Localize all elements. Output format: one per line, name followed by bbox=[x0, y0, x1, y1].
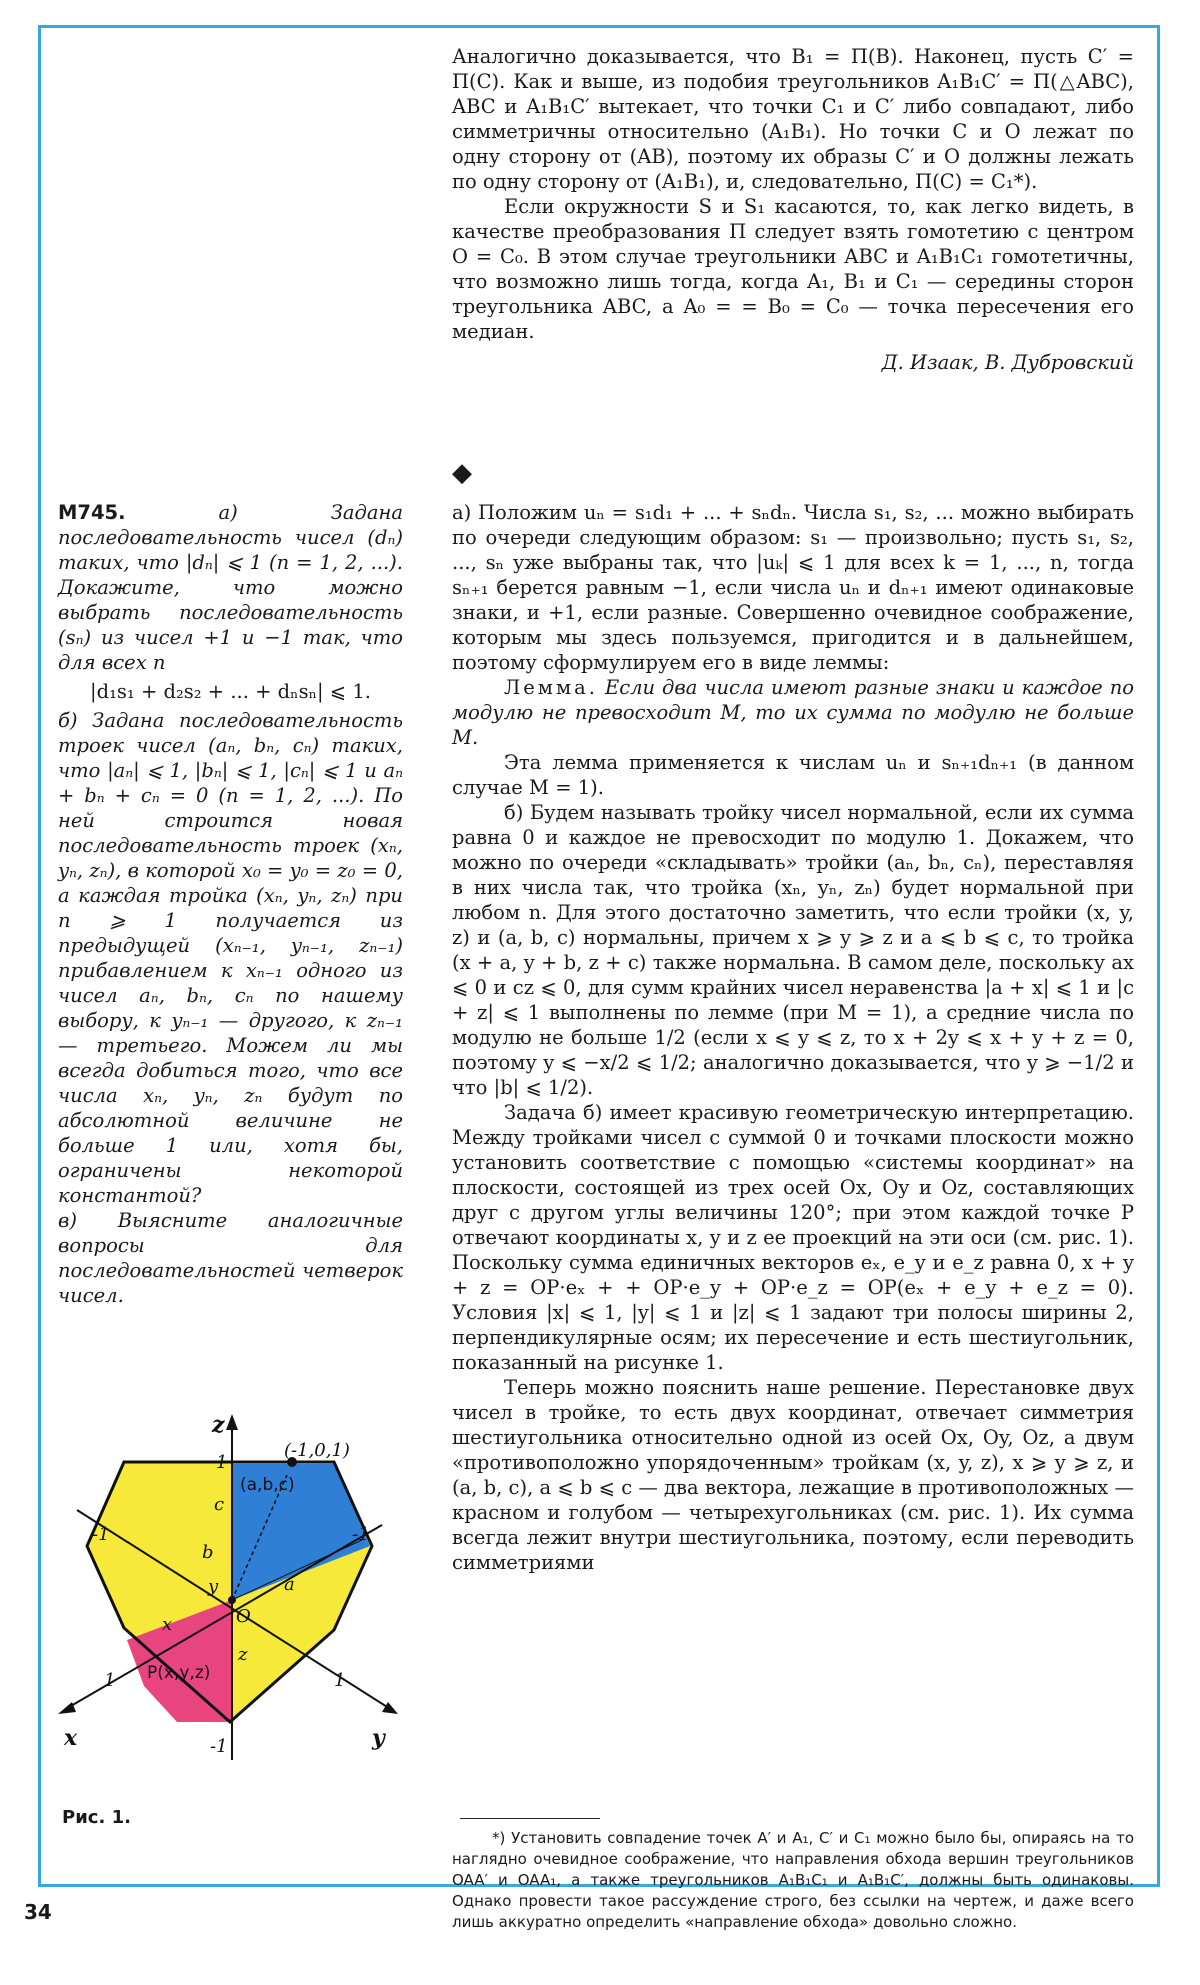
paragraph: б) Будем называть тройку чисел нормальной, если их сумма равна 0 и каждое не превосходит по модулю 1. Докажем, что можно по очереди «складывать» тройки (aₙ, bₙ, cₙ), переставляя в них числа так, что тройка (xₙ, yₙ, zₙ) будет нормальной при любом n. Для этого достаточно заметить, что если тройки (x, y, z) и (a, b, c) нормальны, причем x ⩾ y ⩾ z и a ⩽ b ⩽ c, то тройка (x + a, y + b, z + c) также нормальна. В самом деле, поскольку ax ⩽ 0 и cz ⩽ 0, для сумм крайних чисел неравенства |a + x| ⩽ 1 и |c + z| ⩽ 1 выполнены по лемме (при M = 1), а средние числа по модулю не больше 1/2 (если x ⩽ y ⩽ z, то x + 2y ⩽ x + y + z = 0, поэтому y ⩽ −x/2 ⩽ 1/2; аналогично доказывается, что y ⩾ −1/2 и что |b| ⩽ 1/2). bbox=[452, 801, 1134, 1099]
lemma-text: Если два числа имеют разные знаки и каждое по модулю не превосходит M, то их сумма по модулю не больше M. bbox=[452, 676, 1134, 749]
y-arrow bbox=[382, 1702, 398, 1714]
lemma bbox=[452, 675, 1134, 750]
problem-formula: |d₁s₁ + d₂s₂ + ... + dₙsₙ| ⩽ 1. bbox=[90, 680, 371, 703]
problem-part-b: б) Задана последовательность троек чисел (aₙ, bₙ, cₙ) таких, что |aₙ| ⩽ 1, |bₙ| ⩽ 1, |cₙ| ⩽ 1 и aₙ + bₙ + cₙ = 0 (n = 1, 2, ...). По ней строится новая последовательность троек (xₙ, yₙ, zₙ), в которой x₀ = y₀ = z₀ = 0, а каждая тройка (xₙ, yₙ, zₙ) при n ⩾ 1 получается из предыдущей (xₙ₋₁, yₙ₋₁, zₙ₋₁) прибавлением к xₙ₋₁ одного из чисел aₙ, bₙ, cₙ по нашему выбору, к yₙ₋₁ — другого, к zₙ₋₁ — третьего. Можем ли мы всегда добиться того, что все числа xₙ, yₙ, zₙ будут по абсолютной величине не больше 1 или, хотя бы, ограничены некоторой константой? bbox=[58, 709, 403, 1207]
paragraph: Если окружности S и S₁ касаются, то, как легко видеть, в качестве преобразования Π следует взять гомотетию с центром O = C₀. В этом случае треугольники ABC и A₁B₁C₁ гомотетичны, что возможно лишь тогда, когда A₁, B₁ и C₁ — середины сторон треугольника ABC, а A₀ = = B₀ = C₀ — точка пересечения его медиан. bbox=[452, 195, 1134, 343]
signature: Д. Изаак, В. Дубровский bbox=[881, 351, 1134, 374]
figure-caption: Рис. 1. bbox=[62, 1807, 131, 1828]
paragraph: Эта лемма применяется к числам uₙ и sₙ₊₁dₙ₊₁ (в данном случае M = 1). bbox=[452, 751, 1134, 799]
label-point-p: P(x,y,z) bbox=[147, 1663, 211, 1683]
page-number: 34 bbox=[24, 1900, 52, 1924]
label-one-right: 1 bbox=[334, 1670, 346, 1691]
label-z: z bbox=[238, 1644, 248, 1665]
label-x: x bbox=[162, 1614, 173, 1635]
point-origin bbox=[228, 1596, 236, 1604]
label-a: a bbox=[284, 1574, 295, 1595]
lemma-word: Лемма. bbox=[504, 676, 598, 699]
label-point-top: (-1,0,1) bbox=[284, 1440, 350, 1461]
label-c: c bbox=[214, 1494, 225, 1515]
figure-hexagon bbox=[52, 1410, 412, 1795]
problem-statement bbox=[58, 500, 403, 1308]
label-one-top: 1 bbox=[216, 1452, 228, 1473]
problem-number: M745. bbox=[58, 501, 126, 524]
label-one-left: 1 bbox=[104, 1670, 116, 1691]
problem-part-c: в) Выясните аналогичные вопросы для последовательностей четверок чисел. bbox=[58, 1209, 403, 1307]
solution-text bbox=[452, 500, 1134, 1575]
label-origin: O bbox=[236, 1606, 251, 1627]
paragraph: Теперь можно пояснить наше решение. Перестановке двух чисел в тройке, то есть двух координат, отвечает симметрия шестиугольника относительно одной из осей Ox, Oy, Oz, а двум «противоположно упорядоченным» тройкам (x, y, z), x ⩾ y ⩾ z, и (a, b, c), a ⩽ b ⩽ c — два вектора, лежащие в противоположных — красном и голубом — четырехугольниках (см. рис. 1). Их сумма всегда лежит внутри шестиугольника, поэтому, если переводить симметриями bbox=[452, 1376, 1134, 1574]
problem-part-a: а) Задана последовательность чисел (dₙ) таких, что |dₙ| ⩽ 1 (n = 1, 2, ...). Докажите, что можно выбрать последовательность (sₙ) из чисел +1 и −1 так, что для всех n bbox=[58, 501, 403, 674]
label-point-abc: (a,b,c) bbox=[240, 1475, 295, 1495]
label-y-axis: y bbox=[372, 1725, 385, 1751]
label-minus-one-right: -1 bbox=[352, 1524, 370, 1545]
label-z-axis: z bbox=[212, 1412, 225, 1438]
label-minus-one-bottom: -1 bbox=[210, 1736, 228, 1757]
footnote-rule bbox=[460, 1818, 600, 1819]
paragraph: Задача б) имеет красивую геометрическую интерпретацию. Между тройками чисел с суммой 0 и точками плоскости можно установить соответствие с помощью «системы координат» на плоскости, состоящей из трех осей Ox, Oy и Oz, составляющих друг с другом углы величины 120°; при этом каждой точке P отвечают координаты x, y и z ее проекций на эти оси (см. рис. 1). Поскольку сумма единичных векторов eₓ, e_y и e_z равна 0, x + y + z = OP·eₓ + + OP·e_y + OP·e_z = OP(eₓ + e_y + e_z = 0). Условия |x| ⩽ 1, |y| ⩽ 1 и |z| ⩽ 1 задают три полосы ширины 2, перпендикулярные осям; их пересечение и есть шестиугольник, показанный на рисунке 1. bbox=[452, 1101, 1134, 1374]
paragraph: а) Положим uₙ = s₁d₁ + ... + sₙdₙ. Числа s₁, s₂, ... можно выбирать по очереди следующим образом: s₁ — произвольно; пусть s₁, s₂, ..., sₙ уже выбраны так, что |uₖ| ⩽ 1 для всех k = 1, ..., n, тогда sₙ₊₁ берется равным −1, если числа uₙ и dₙ₊₁ имеют одинаковые знаки, и +1, если разные. Совершенно очевидное соображение, которым мы здесь пользуемся, пригодится и в дальнейшем, поэтому сформулируем его в виде леммы: bbox=[452, 501, 1134, 674]
z-arrow bbox=[226, 1414, 238, 1430]
label-x-axis: x bbox=[64, 1725, 78, 1751]
footnote: *) Установить совпадение точек A′ и A₁, C′ и C₁ можно было бы, опираясь на то наглядно очевидное соображение, что направления обхода вершин треугольников OAA′ и OAA₁, а также треугольников A₁B₁C₁ и A₁B₁C′, должны быть одинаковы. Однако провести такое рассуждение строго, без ссылки на чертеж, и даже всего лишь аккуратно определить «направление обхода» довольно сложно. bbox=[452, 1829, 1134, 1931]
label-b: b bbox=[202, 1542, 214, 1563]
label-minus-one-left: -1 bbox=[92, 1524, 110, 1545]
paragraph: Аналогично доказывается, что B₁ = Π(B). Наконец, пусть C′ = Π(C). Как и выше, из подобия треугольников A₁B₁C′ = Π(△ABC), ABC и A₁B₁C′ вытекает, что точки C₁ и C′ либо совпадают, либо симметричны относительно (A₁B₁). Но точки C и O лежат по одну сторону от (AB), поэтому их образы C′ и O должны лежать по одну сторону от (A₁B₁), и, следовательно, Π(C) = C₁*). bbox=[452, 45, 1134, 193]
section-diamond: ◆ bbox=[452, 458, 472, 488]
right-top-text bbox=[452, 44, 1134, 375]
label-y: y bbox=[208, 1576, 219, 1597]
